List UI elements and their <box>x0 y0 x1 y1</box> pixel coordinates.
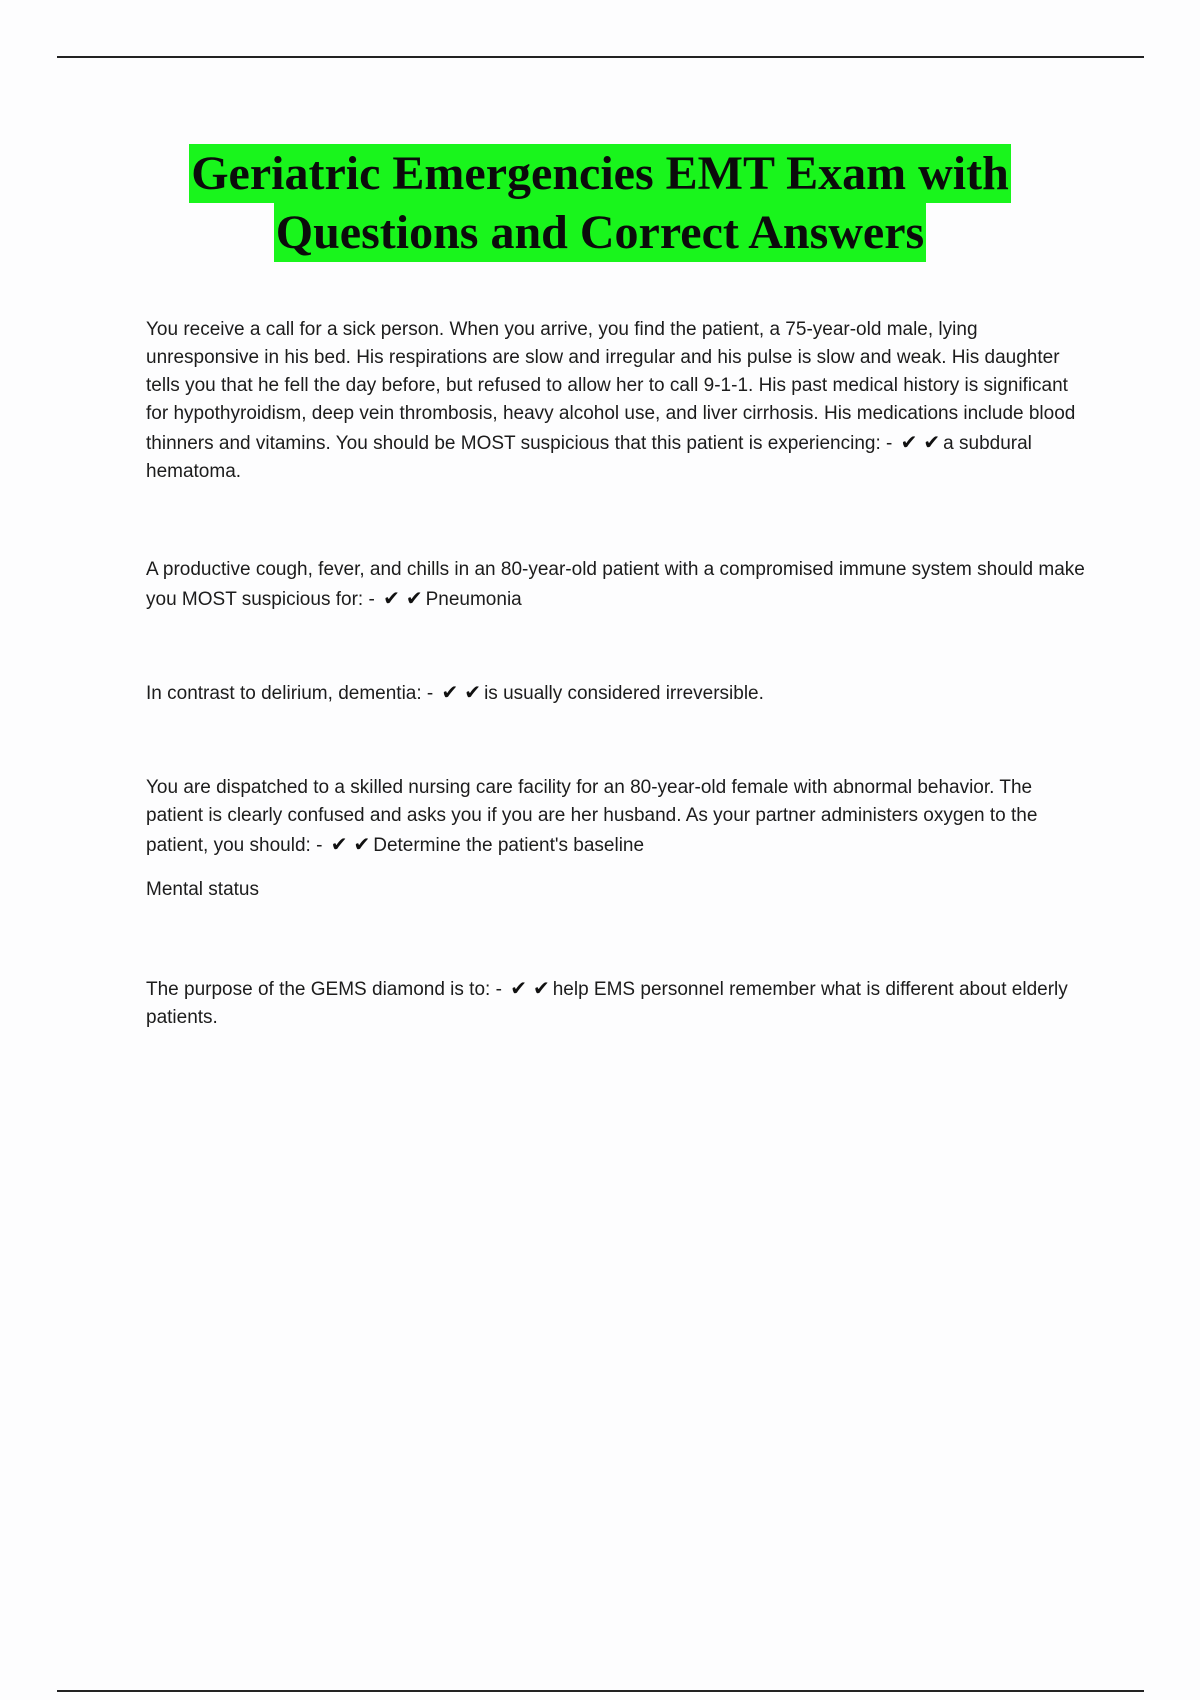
check-icon: ✔ <box>464 680 482 704</box>
check-icon: ✔ <box>353 832 371 856</box>
check-icon: ✔ <box>532 976 550 1000</box>
separator: - <box>886 433 893 454</box>
answer-text: is usually considered irreversible. <box>484 683 764 704</box>
top-rule <box>57 56 1144 58</box>
answer-text: help EMS personnel remember what is different about elderly patients. <box>146 979 1068 1028</box>
check-icon: ✔ <box>510 976 527 1000</box>
question-text: You are dispatched to a skilled nursing care facility for an 80-year-old female with abnormal behavior. The patient is clearly confused and asks you if you are her husband. As your partner administers oxygen to the patient, you should: <box>146 777 1038 856</box>
title-line-1: Geriatric Emergencies EMT Exam with <box>189 144 1011 203</box>
qa-item-3 <box>146 678 1091 708</box>
question-text: A productive cough, fever, and chills in an 80-year-old patient with a compromised immune system should make you MOST suspicious for: <box>146 559 1085 610</box>
check-icon: ✔ <box>900 430 918 454</box>
question-text: In contrast to delirium, dementia: <box>146 683 422 704</box>
separator: - <box>495 979 502 1000</box>
check-icon: ✔ <box>383 586 400 610</box>
question-text: The purpose of the GEMS diamond is to: <box>146 979 491 1000</box>
separator: - <box>368 589 375 610</box>
qa-item-5 <box>146 974 1091 1032</box>
answer-text-continued: Mental status <box>146 879 259 900</box>
title-line-2: Questions and Correct Answers <box>274 203 926 262</box>
qa-item-4-continued <box>146 876 1091 904</box>
check-icon: ✔ <box>923 430 941 454</box>
answer-text: Pneumonia <box>425 589 522 610</box>
document-title <box>0 144 1200 262</box>
qa-item-4 <box>146 774 1091 860</box>
answer-text: Determine the patient's baseline <box>373 835 645 856</box>
qa-item-2 <box>146 556 1091 614</box>
separator: - <box>316 835 323 856</box>
check-icon: ✔ <box>405 586 423 610</box>
bottom-rule <box>57 1690 1144 1692</box>
question-text: You receive a call for a sick person. When you arrive, you find the patient, a 75-year-old male, lying unresponsive in his bed. His respirations are slow and irregular and his pulse is slow and weak. His daughter tells you that he fell the day before, but refused to allow her to call 9-1-1. His past medical history is significant for hypothyroidism, deep vein thrombosis, heavy alcohol use, and liver cirrhosis. His medications include blood thinners and vitamins. You should be MOST suspicious that this patient is experiencing: <box>146 319 1076 454</box>
qa-item-1 <box>146 316 1091 486</box>
answer-text: a subdural hematoma. <box>146 433 1032 482</box>
check-icon: ✔ <box>330 832 348 856</box>
check-icon: ✔ <box>441 680 459 704</box>
separator: - <box>426 683 434 704</box>
